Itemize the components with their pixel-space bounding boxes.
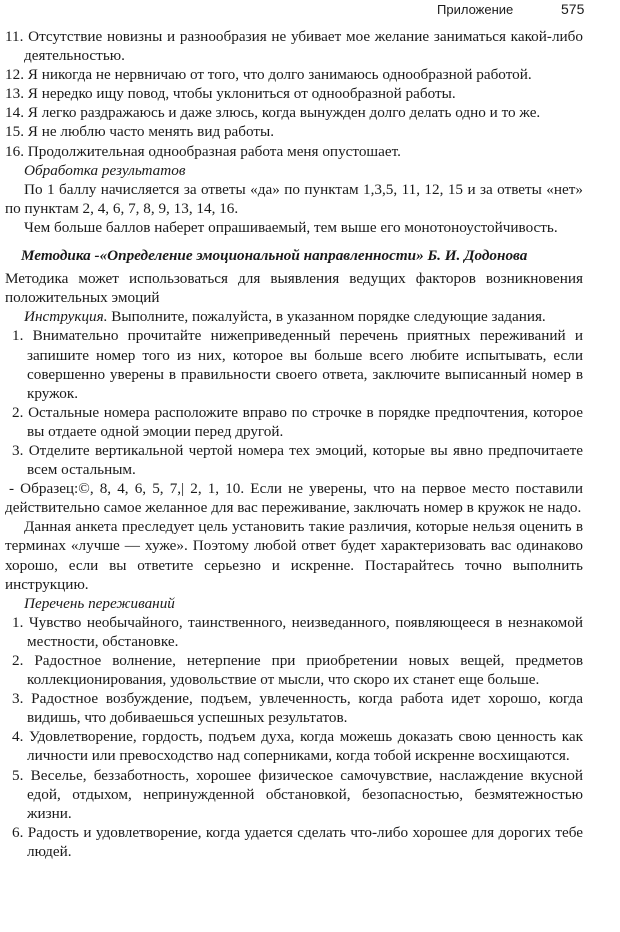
method-intro: Методика может использоваться для выявления ведущих факторов возникновения положительных эмоций (5, 270, 583, 307)
questionnaire-item-14: 14. Я легко раздражаюсь и даже злюсь, когда вынужден долго делать одно и то же. (5, 104, 541, 122)
scoring-rule: По 1 баллу начисляется за ответы «да» по пунктам 1,3,5, 11, 12, 15 и за ответы «нет» по пунктам 2, 4, 6, 7, 8, 9, 13, 14, 16. (5, 180, 583, 217)
running-header (0, 0, 620, 22)
questionnaire-item-13: 13. Я нередко ищу повод, чтобы уклониться от однообразной работы. (5, 85, 456, 103)
instruction-text: Выполните, пожалуйста, в указанном порядке следующие задания. (107, 308, 546, 326)
questionnaire-item-12: 12. Я никогда не нервничаю от того, что долго занимаюсь однообразной работой. (5, 66, 532, 84)
page-number: 575 (561, 1, 585, 17)
questionnaire-item-11: 11. Отсутствие новизны и разнообразия не убивает мое желание заниматься какой-либо деятельностью. (5, 28, 583, 65)
experiences-heading: Перечень переживаний (24, 594, 175, 612)
instruction-step-3: 3. Отделите вертикальной чертой номера тех эмоций, которые вы явно предпочитаете всем остальным. (12, 441, 583, 479)
method-title: Методика -«Определение эмоциональной направленности» Б. И. Додонова (21, 247, 528, 265)
page-body (5, 27, 583, 861)
instruction-step-2: 2. Остальные номера расположите вправо по строчке в порядке предпочтения, которое вы отдаете одной эмоции перед другой. (12, 403, 583, 440)
experience-item-1: 1. Чувство необычайного, таинственного, неизведанного, появляющееся в незнакомой местности, обстановке. (12, 613, 583, 650)
purpose-paragraph: Данная анкета преследует цель установить такие различия, которые нельзя оценить в терминах «лучше — хуже». Поэтому любой ответ будет характеризовать вас одинаково хорошо, если вы ответите серьезно и искренне. Постарайтесь точно выполнить инструкцию. (5, 518, 583, 593)
questionnaire-item-16: 16. Продолжительная однообразная работа меня опустошает. (5, 142, 401, 160)
instruction-step-1: 1. Внимательно прочитайте нижеприведенный перечень приятных переживаний и запишите номер того из них, которое вы больше всего любите испытывать, если совершенно уверены в правильности своего ответа, заключите выписанный номер в кружок. (12, 327, 583, 402)
example-paragraph: - Образец:©, 8, 4, 6, 5, 7,| 2, 1, 10. Если не уверены, что на первое место поставили действительно самое желанное для вас переживание, заключать номер в кружок не надо. (5, 480, 583, 517)
experience-item-2: 2. Радостное волнение, нетерпение при приобретении новых вещей, предметов коллекционирования, удовольствие от мысли, что скоро их станет еще больше. (12, 652, 583, 689)
experience-item-3: 3. Радостное возбуждение, подъем, увлеченность, когда работа идет хорошо, когда видишь, что добиваешься успешных результатов. (12, 690, 583, 727)
experience-item-4: 4. Удовлетворение, гордость, подъем духа, когда можешь доказать свою ценность как личности или превосходство над соперниками, когда тобой искренне восхищаются. (12, 728, 583, 765)
instruction-paragraph (5, 307, 583, 326)
results-heading: Обработка результатов (24, 161, 186, 179)
experience-item-5: 5. Веселье, беззаботность, хорошее физическое самочувствие, наслаждение вкусной едой, отдыхом, непринужденной обстановкой, безопасностью, безмятежностью жизни. (12, 766, 583, 822)
questionnaire-item-15: 15. Я не люблю часто менять вид работы. (5, 123, 275, 141)
score-interpretation: Чем больше баллов наберет опрашиваемый, тем выше его монотоноустойчивость. (24, 218, 558, 236)
experience-item-6: 6. Радость и удовлетворение, когда удается сделать что-либо хорошее для дорогих тебе людей. (12, 823, 583, 860)
section-title: Приложение (437, 2, 514, 17)
instruction-label: Инструкция. (24, 308, 108, 326)
